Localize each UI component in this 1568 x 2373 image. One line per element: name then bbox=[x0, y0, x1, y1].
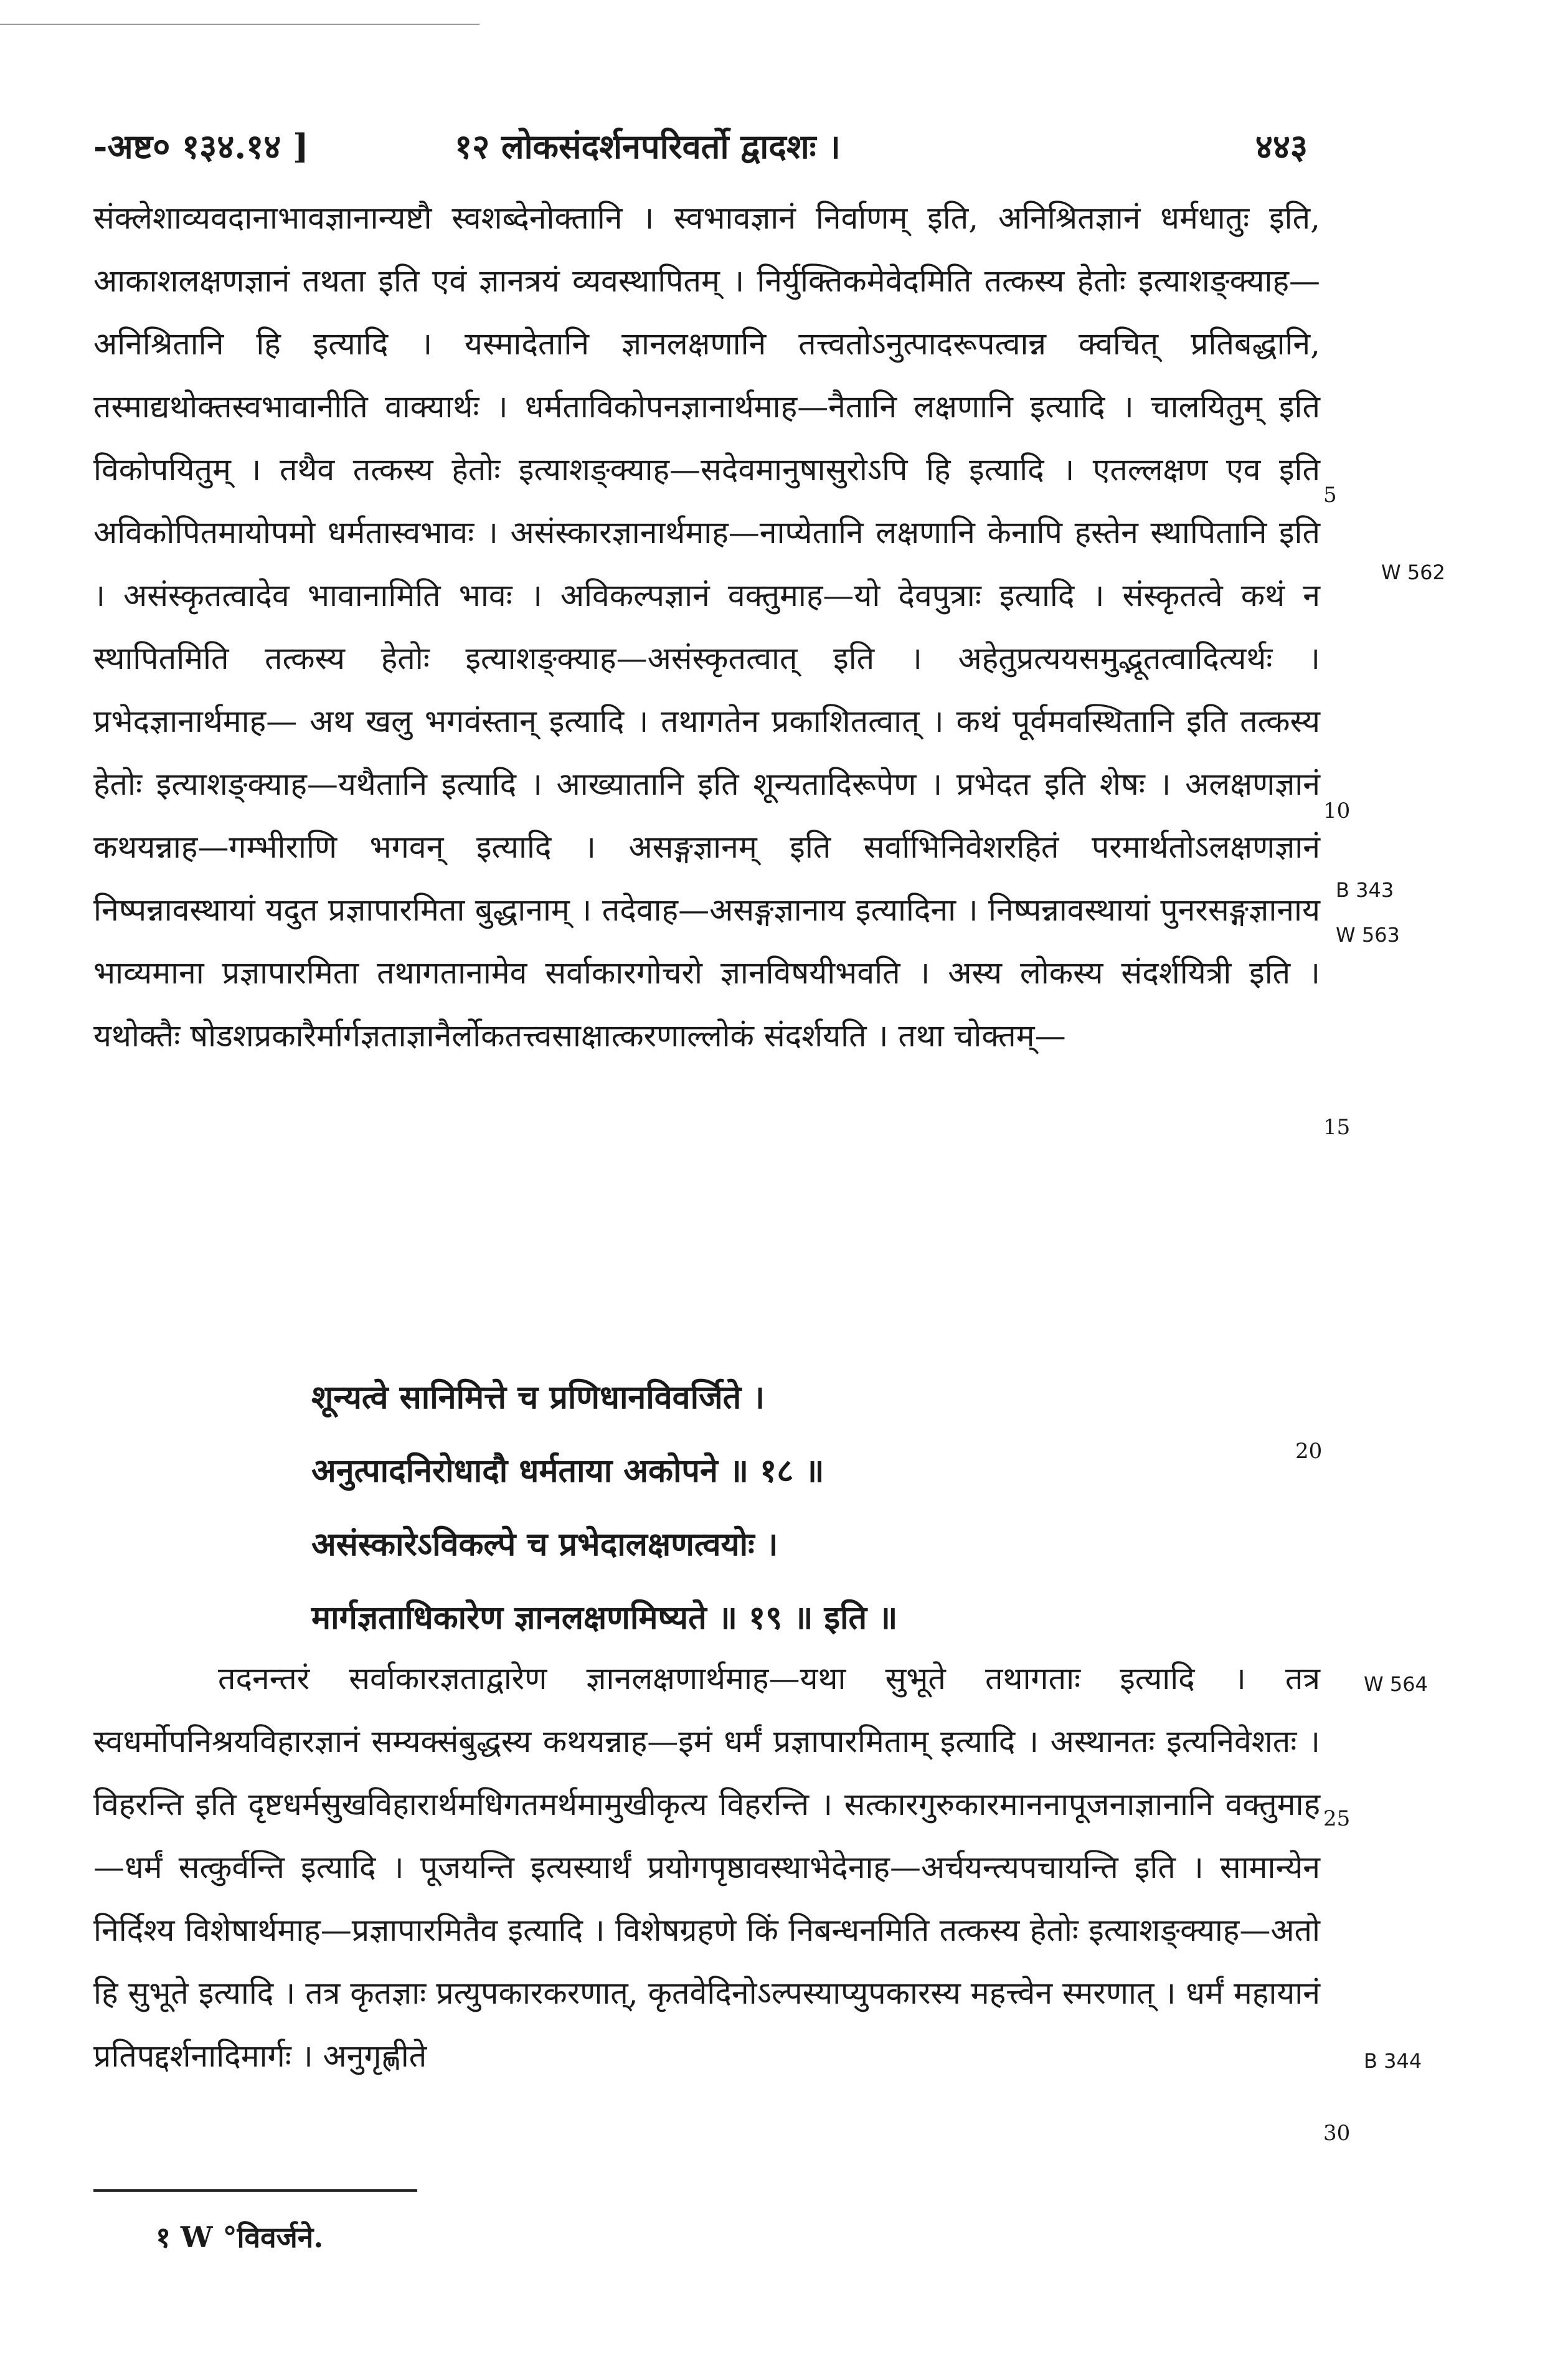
verse-line: शून्यत्वे सानिमित्ते च प्रणिधानविवर्जिते । bbox=[311, 1378, 765, 1416]
margin-ref-w563: W 563 bbox=[1336, 923, 1400, 947]
margin-ref-w562: W 562 bbox=[1381, 561, 1445, 584]
commentary-paragraph-2: तदनन्तरं सर्वाकारज्ञताद्वारेण ज्ञानलक्षणार्थमाह—यथा सुभूते तथागताः इत्यादि । तत्र स्वधर्मोपनिश्रयविहारज्ञानं सम्यक्संबुद्धस्य कथयन्नाह—इमं धर्मं प्रज्ञापारमिताम् इत्यादि । अस्थानतः इत्यनिवेशतः । विहरन्ति इति दृष्टधर्मसुखविहारार्थमधिगतमर्थमामुखीकृत्य विहरन्ति । सत्कारगुरुकारमाननापूजनाज्ञानानि वक्तुमाह—धर्मं सत्कुर्वन्ति इत्यादि । पूजयन्ति इत्यस्यार्थं प्रयोगपृष्ठावस्थाभेदेनाह—अर्चयन्त्यपचायन्ति इति । सामान्येन निर्दिश्य विशेषार्थमाह—प्रज्ञापारमितैव इत्यादि । विशेषग्रहणे किं निबन्धनमिति तत्कस्य हेतोः इत्याशङ्क्याह—अतो हि सुभूते इत्यादि । तत्र कृतज्ञाः प्रत्युपकारकरणात्, कृतवेदिनोऽल्पस्याप्युपकारस्य महत्त्वेन स्मरणात् । धर्मं महायानं प्रतिपद्दर्शनादिमार्गः । अनुगृह्णीते bbox=[93, 1660, 1320, 2074]
verse-line: असंस्कारेऽविकल्पे च प्रभेदालक्षणत्वयोः । bbox=[311, 1525, 778, 1563]
top-rule bbox=[0, 24, 479, 25]
footnote: १ W °विवर्जने. bbox=[156, 2220, 324, 2254]
margin-ref-b343: B 343 bbox=[1336, 878, 1394, 902]
verse-block bbox=[311, 1361, 897, 1655]
line-number-20: 20 bbox=[1295, 1439, 1323, 1464]
verse-line: मार्गज्ञताधिकारेण ज्ञानलक्षणमिष्यते ॥ १९ ॥ इति ॥ bbox=[311, 1599, 898, 1637]
line-number-5: 5 bbox=[1323, 483, 1337, 508]
margin-ref-w564: W 564 bbox=[1364, 1672, 1428, 1696]
page-number: ४४३ bbox=[1255, 126, 1308, 166]
running-head bbox=[93, 118, 1308, 174]
verse-line: अनुत्पादनिरोधादौ धर्मताया अकोपने ॥ १८ ॥ bbox=[311, 1452, 824, 1490]
line-number-30: 30 bbox=[1323, 2121, 1351, 2146]
commentary-paragraph-1: संक्लेशाव्यवदानाभावज्ञानान्यष्टौ स्वशब्देनोक्तानि । स्वभावज्ञानं निर्वाणम् इति, अनिश्रितज्ञानं धर्मधातुः इति, आकाशलक्षणज्ञानं तथता इति एवं ज्ञानत्रयं व्यवस्थापितम् । निर्युक्तिकमेवेदमिति तत्कस्य हेतोः इत्याशङ्क्याह—अनिश्रितानि हि इत्यादि । यस्मादेतानि ज्ञानलक्षणानि तत्त्वतोऽनुत्पादरूपत्वान्न क्वचित् प्रतिबद्धानि, तस्माद्यथोक्तस्वभावानीति वाक्यार्थः । धर्मताविकोपनज्ञानार्थमाह—नैतानि लक्षणानि इत्यादि । चालयितुम् इति विकोपयितुम् । तथैव तत्कस्य हेतोः इत्याशङ्क्याह—सदेवमानुषासुरोऽपि हि इत्यादि । एतल्लक्षण एव इति अविकोपितमायोपमो धर्मतास्वभावः । असंस्कारज्ञानार्थमाह—नाप्येतानि लक्षणानि केनापि हस्तेन स्थापितानि इति । असंस्कृतत्वादेव भावानामिति भावः । अविकल्पज्ञानं वक्तुमाह—यो देवपुत्राः इत्यादि । संस्कृतत्वे कथं न स्थापितमिति तत्कस्य हेतोः इत्याशङ्क्याह—असंस्कृतत्वात् इति । अहेतुप्रत्ययसमुद्भूतत्वादित्यर्थः । प्रभेदज्ञानार्थमाह— अथ खलु भगवंस्तान् इत्यादि । तथागतेन प्रकाशितत्वात् । कथं पूर्वमवस्थितानि इति तत्कस्य हेतोः इत्याशङ्क्याह—यथैतानि इत्यादि । आख्यातानि इति शून्यतादिरूपेण । प्रभेदत इति शेषः । अलक्षणज्ञानं कथयन्नाह—गम्भीराणि भगवन् इत्यादि । असङ्गज्ञानम् इति सर्वाभिनिवेशरहितं परमार्थतोऽलक्षणज्ञानं निष्पन्नावस्थायां यदुत प्रज्ञापारमिता बुद्धानाम् । तदेवाह—असङ्गज्ञानाय इत्यादिना । निष्पन्नावस्थायां पुनरसङ्गज्ञानाय भाव्यमाना प्रज्ञापारमिता तथागतानामेव सर्वाकारगोचरो ज्ञानविषयीभवति । अस्य लोकस्य संदर्शयित्री इति । यथोक्तैः षोडशप्रकारैर्मार्गज्ञताज्ञानैर्लोकतत्त्वसाक्षात्करणाल्लोकं संदर्शयति । तथा चोक्तम्— bbox=[93, 200, 1320, 1054]
footnote-rule bbox=[93, 2189, 417, 2192]
margin-ref-b344: B 344 bbox=[1364, 2049, 1422, 2073]
running-head-chapter-title: १२ लोकसंदर्शनपरिवर्तो द्वादशः । bbox=[455, 126, 841, 166]
running-head-section-ref: -अष्ट० १३४.१४ ] bbox=[93, 126, 309, 166]
line-number-10: 10 bbox=[1323, 798, 1351, 823]
line-number-15: 15 bbox=[1323, 1115, 1351, 1140]
line-number-25: 25 bbox=[1323, 1806, 1351, 1831]
